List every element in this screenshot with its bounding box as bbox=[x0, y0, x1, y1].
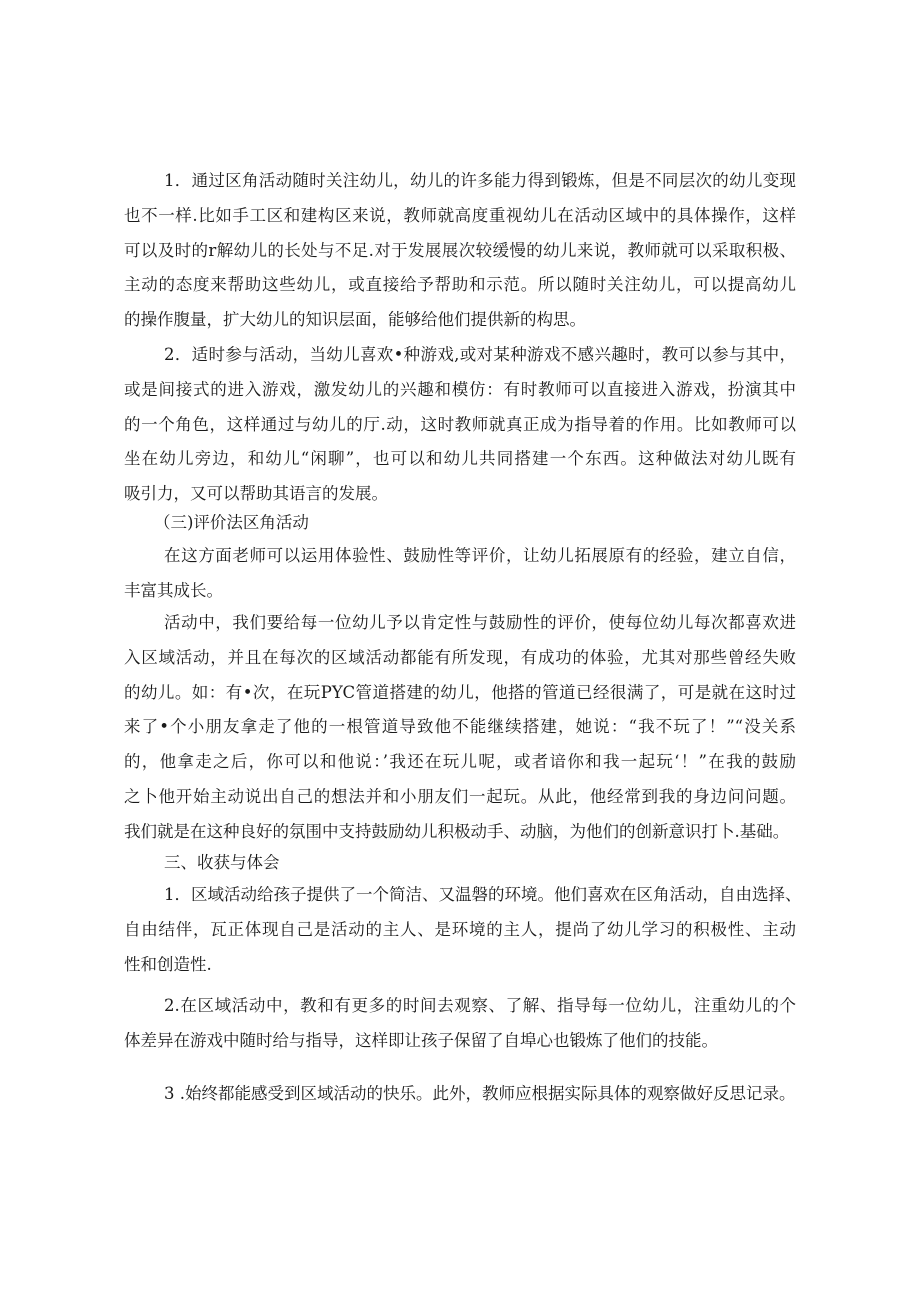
text-line: 丰富其成长。 bbox=[124, 580, 223, 600]
text-line: 吸引力，又可以帮助其语言的发展。 bbox=[124, 484, 388, 504]
text-line: 性和创造性. bbox=[124, 954, 212, 974]
paragraph-7 bbox=[124, 1077, 796, 1112]
text-line: 坐在幼儿旁边，和幼儿“闲聊”，也可以和幼儿共同搭建一个东西。这种做法对幼儿既有 bbox=[124, 449, 796, 469]
text-line: 3 .始终都能感受到区域活动的快乐。此外，教师应根据实际具体的观察做好反思记录。 bbox=[164, 1084, 796, 1103]
paragraph-5 bbox=[124, 878, 802, 982]
paragraph-2 bbox=[124, 338, 796, 512]
text-line: 1．通过区角活动随时关注幼儿，幼儿的许多能力得到锻炼，但是不同层次的幼儿变现 bbox=[164, 171, 796, 190]
text-line: 我们就是在这种良好的氛围中支持鼓励幼儿积极动手、动脑，为他们的创新意识打卜.基础。 bbox=[124, 821, 790, 841]
text-line: 或是间接式的进入游戏，激发幼儿的兴趣和模仿：有时教师可以直接进入游戏，扮演其中 bbox=[124, 379, 796, 399]
text-line: 的，他拿走之后，你可以和他说：’我还在玩儿呢，或者谙你和我一起玩‘！”在我的鼓励 bbox=[124, 752, 796, 772]
text-line: 自由结伴，瓦正体现自己是活动的主人、是环境的主人，提尚了幼儿学习的积极性、主动 bbox=[124, 919, 796, 939]
text-line: 主动的态度来帮助这些幼儿，或直接给予帮助和示范。所以随时关注幼儿，可以提高幼儿 bbox=[124, 275, 796, 295]
text-line: 来了•个小朋友拿走了他的一根管道导致他不能继续搭建，她说：“我不玩了！”“没关系 bbox=[124, 717, 796, 737]
text-line: 2.在区域活动中，教和有更多的时间去观察、了解、指导每一位幼儿，注重幼儿的个 bbox=[164, 996, 796, 1015]
text-line: 在这方面老师可以运用体验性、鼓励性等评价，让幼儿拓展原有的经验，建立自信， bbox=[164, 546, 796, 565]
text-line: 可以及时的r解幼儿的长处与不足.对于发展展次较缓慢的幼儿来说，教师就可以采取积极、 bbox=[124, 240, 796, 260]
paragraph-1 bbox=[124, 164, 796, 338]
section-heading-evaluation: （三)评价法区角活动 bbox=[154, 513, 309, 532]
text-line: 2．适时参与活动，当幼儿喜欢•种游戏,或对某种游戏不感兴趣时，教可以参与其中， bbox=[164, 345, 796, 364]
paragraph-4 bbox=[124, 606, 796, 850]
text-line: 入区域活动，并且在每次的区域活动都能有所发现，有成功的体验，尤其对那些曾经失败 bbox=[124, 647, 796, 667]
section-heading-gains: 三、收获与体会 bbox=[164, 853, 280, 872]
paragraph-6 bbox=[124, 989, 796, 1059]
text-line: 之卜他开始主动说出自己的想法并和小朋友们一起玩。从此，他经常到我的身边问问题。 bbox=[124, 786, 796, 806]
text-line: 1．区域活动给孩子提供了一个简洁、又温磐的环境。他们喜欢在区角活动，自由选择、 bbox=[164, 885, 802, 904]
text-line: 也不一样.比如手工区和建构区来说，教师就高度重视幼儿在活动区域中的具体操作，这样 bbox=[124, 205, 796, 225]
paragraph-3 bbox=[124, 539, 796, 609]
text-line: 的幼儿。如：有•次，在玩PYC管道搭建的幼儿，他搭的管道已经很满了，可是就在这时过 bbox=[124, 682, 796, 702]
text-line: 的操作腹量，扩大幼儿的知识层面，能够给他们提供新的构思。 bbox=[124, 310, 586, 330]
text-line: 体差异在游戏中随时给与指导，这样即让孩子保留了自埠心也锻炼了他们的技能。 bbox=[124, 1030, 718, 1050]
text-line: 活动中，我们要给每一位幼儿予以肯定性与鼓励性的评价，使每位幼儿每次都喜欢进 bbox=[164, 613, 796, 632]
text-line: 的一个角色，这样通过与幼儿的厅.动，这时教师就真正成为指导着的作用。比如教师可以 bbox=[124, 414, 796, 434]
